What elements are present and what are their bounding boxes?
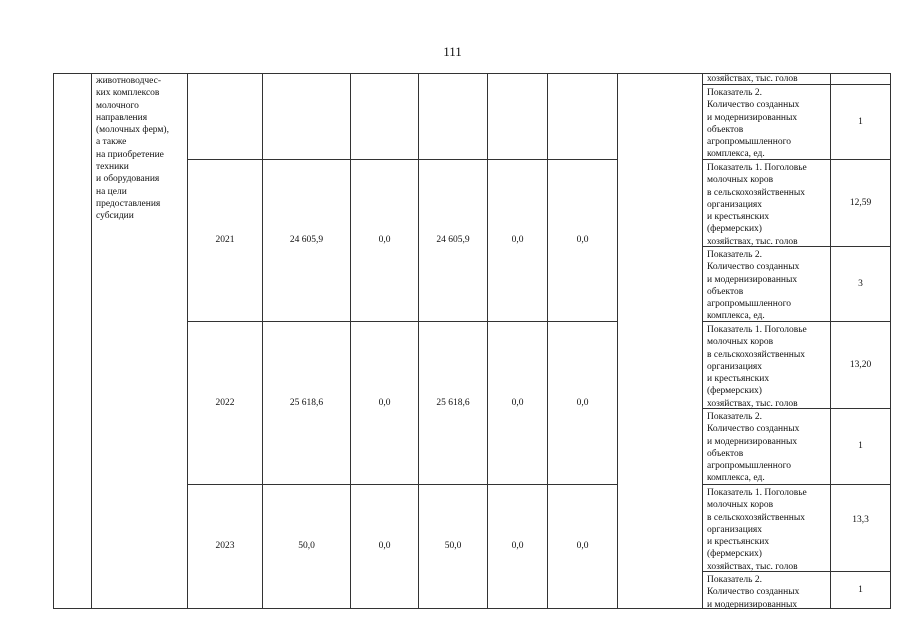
amount-cell: 0,0 — [576, 541, 589, 552]
indicator-label: Показатель 2. Количество созданных и модернизированных объектов агропромышленного комплекса, ед. — [707, 250, 800, 322]
amount-cell: 50,0 — [444, 541, 462, 552]
col-line — [617, 73, 618, 609]
amount-cell: 25 618,6 — [436, 397, 470, 408]
indicator-value: 1 — [858, 441, 863, 452]
year-cell: 2022 — [215, 397, 235, 408]
amount-total-cell: 24 605,9 — [289, 235, 324, 246]
amount-cell: 0,0 — [378, 541, 391, 552]
table-border-right — [890, 73, 891, 609]
indicator-value: 13,20 — [849, 359, 872, 370]
amount-total-cell: 50,0 — [298, 541, 315, 552]
indicator-value — [831, 74, 890, 84]
amount-cell: 24 605,9 — [436, 235, 470, 246]
indicator-label: Показатель 2. Количество созданных и модернизированных — [707, 575, 800, 610]
page-number: 111 — [443, 44, 462, 59]
indicator-value: 1 — [858, 584, 863, 595]
indicator-value: 3 — [858, 278, 863, 289]
table-border-left — [53, 73, 54, 609]
indicator-label: хозяйствах, тыс. голов — [707, 74, 798, 84]
indicator-label: Показатель 1. Поголовье молочных коров в сельскохозяйственных организациях и крестьянских (фермерских) хозяйствах, тыс. голов — [707, 488, 807, 572]
amount-cell: 0,0 — [576, 397, 589, 408]
indicator-value: 1 — [858, 116, 863, 127]
indicator-label: Показатель 2. Количество созданных и модернизированных объектов агропромышленного комплекса, ед. — [707, 88, 800, 160]
amount-cell: 0,0 — [511, 235, 524, 246]
amount-cell: 0,0 — [511, 397, 524, 408]
indicator-value: 12,59 — [849, 197, 872, 208]
indicator-value: 13,3 — [852, 514, 869, 525]
year-cell: 2021 — [215, 235, 235, 246]
amount-cell: 0,0 — [378, 397, 391, 408]
amount-cell: 0,0 — [511, 541, 524, 552]
indicator-label: Показатель 1. Поголовье молочных коров в сельскохозяйственных организациях и крестьянских (фермерских) хозяйствах, тыс. голов — [707, 325, 807, 409]
indicator-label: Показатель 2. Количество созданных и модернизированных объектов агропромышленного комплекса, ед. — [707, 412, 800, 484]
amount-cell: 0,0 — [378, 235, 391, 246]
measure-description: животноводчес- ких комплексов молочного направления (молочных ферм), а также на приобретение техники и оборудования на цели предоставления субсидии — [96, 76, 169, 222]
amount-cell: 0,0 — [576, 235, 589, 246]
amount-total-cell: 25 618,6 — [289, 397, 324, 408]
indicator-label: Показатель 1. Поголовье молочных коров в сельскохозяйственных организациях и крестьянских (фермерских) хозяйствах, тыс. голов — [707, 163, 807, 247]
year-cell: 2023 — [215, 541, 235, 552]
